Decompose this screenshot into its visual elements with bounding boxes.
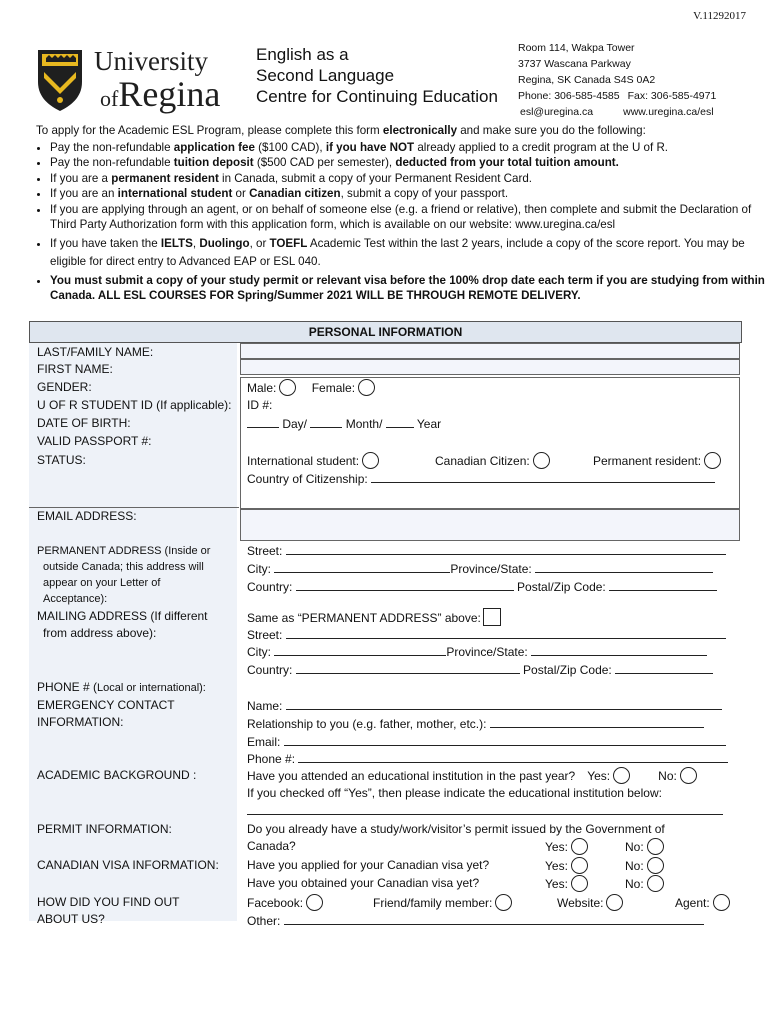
perm-city-field[interactable]: City: Province/State: bbox=[247, 560, 713, 578]
attended-question: Have you attended an educational institution in the past year? Yes: No: bbox=[247, 767, 697, 785]
referral-options: Facebook: Friend/family member: Website: Agent: bbox=[247, 894, 737, 912]
personal-information-form bbox=[29, 321, 742, 928]
department-name: English as a Second Language Centre for Continuing Education bbox=[256, 45, 498, 106]
same-as-field: Same as “PERMANENT ADDRESS” above: bbox=[247, 608, 501, 627]
citizen-radio[interactable] bbox=[533, 452, 550, 469]
resident-radio[interactable] bbox=[704, 452, 721, 469]
status-intl: International student: bbox=[247, 452, 379, 470]
attended-yes-radio[interactable] bbox=[613, 767, 630, 784]
label-how-found: HOW DID YOU FIND OUT ABOUT US? bbox=[37, 895, 180, 926]
international-radio[interactable] bbox=[362, 452, 379, 469]
agent-radio[interactable] bbox=[713, 894, 730, 911]
visa-obtained-no-radio[interactable] bbox=[647, 875, 664, 892]
label-permanent-address: PERMANENT ADDRESS (Inside or outside Canada; this address will appear on your Letter of Acceptance): bbox=[37, 545, 211, 605]
email-input[interactable] bbox=[240, 509, 740, 541]
visa-applied-question: Have you applied for your Canadian visa yet? Yes: No: bbox=[247, 857, 727, 874]
dob-field[interactable]: Day/ Month/ Year bbox=[247, 415, 441, 433]
logo-wordmark-regina: ofRegina bbox=[100, 74, 221, 114]
emergency-phone-field[interactable]: Phone #: bbox=[247, 750, 728, 768]
gender-options: Male: Female: bbox=[247, 379, 375, 397]
visa-applied-no-radio[interactable] bbox=[647, 857, 664, 874]
emergency-email-field[interactable]: Email: bbox=[247, 733, 726, 751]
instruction-item: • If you are an international student or Canadian citizen, submit a copy of your passport. bbox=[50, 186, 766, 202]
contact-city: Regina, SK Canada S4S 0A2 bbox=[518, 74, 656, 86]
label-dob: DATE OF BIRTH: bbox=[37, 416, 131, 430]
instruction-item: • If you have taken the IELTS, Duolingo, or TOEFL Academic Test within the last 2 years, include a copy of the score report. You may be eligible for direct entry to Advanced EAP or ESL 040. bbox=[50, 235, 766, 271]
contact-room: Room 114, Wakpa Tower bbox=[518, 42, 635, 54]
form-version: V.11292017 bbox=[693, 10, 746, 22]
contact-email: esl@uregina.ca bbox=[520, 106, 594, 118]
label-emergency-contact: EMERGENCY CONTACT INFORMATION: bbox=[37, 698, 175, 729]
mail-country-field[interactable]: Country: Postal/Zip Code: bbox=[247, 661, 713, 679]
male-radio[interactable] bbox=[279, 379, 296, 396]
first-name-input[interactable] bbox=[240, 359, 740, 375]
instructions bbox=[36, 123, 766, 304]
contact-phone: Phone: 306-585-4585 bbox=[518, 90, 620, 102]
same-as-checkbox[interactable] bbox=[483, 608, 501, 626]
student-id-field[interactable]: ID #: bbox=[247, 398, 273, 412]
attended-no-radio[interactable] bbox=[680, 767, 697, 784]
visa-applied-yes-radio[interactable] bbox=[571, 857, 588, 874]
mail-street-field[interactable]: Street: bbox=[247, 626, 726, 644]
permit-options: Canada? Yes: No: bbox=[247, 838, 727, 855]
institution-instruction: If you checked off “Yes”, then please indicate the educational institution below: bbox=[247, 786, 662, 800]
permit-no-radio[interactable] bbox=[647, 838, 664, 855]
label-academic-background: ACADEMIC BACKGROUND : bbox=[37, 768, 197, 782]
citizenship-field[interactable]: Country of Citizenship: bbox=[247, 470, 715, 488]
emergency-name-field[interactable]: Name: bbox=[247, 697, 722, 715]
female-radio[interactable] bbox=[358, 379, 375, 396]
instruction-item: • Pay the non-refundable tuition deposit ($500 CAD per semester), deducted from your total tuition amount. bbox=[50, 155, 766, 171]
visa-obtained-question: Have you obtained your Canadian visa yet? Yes: No: bbox=[247, 875, 727, 892]
permit-yes-radio[interactable] bbox=[571, 838, 588, 855]
label-permit: PERMIT INFORMATION: bbox=[37, 822, 172, 836]
instructions-intro: To apply for the Academic ESL Program, please complete this form electronically and make sure you do the following: bbox=[36, 124, 646, 137]
mail-city-field[interactable]: City: Province/State: bbox=[247, 643, 707, 661]
label-phone: PHONE # (Local or international): bbox=[37, 680, 206, 694]
logo-wordmark-university: University bbox=[94, 46, 208, 76]
label-email: EMAIL ADDRESS: bbox=[37, 509, 137, 523]
label-visa: CANADIAN VISA INFORMATION: bbox=[37, 858, 219, 872]
label-last-name: LAST/FAMILY NAME: bbox=[37, 345, 154, 359]
friend-radio[interactable] bbox=[495, 894, 512, 911]
facebook-radio[interactable] bbox=[306, 894, 323, 911]
permit-question: Do you already have a study/work/visitor’s permit issued by the Government of bbox=[247, 822, 665, 836]
crest-icon bbox=[36, 48, 84, 112]
label-first-name: FIRST NAME: bbox=[37, 362, 113, 376]
emergency-relationship-field[interactable]: Relationship to you (e.g. father, mother, etc.): bbox=[247, 715, 704, 733]
contact-street: 3737 Wascana Parkway bbox=[518, 58, 631, 70]
instruction-item: • You must submit a copy of your study permit or relevant visa before the 100% drop date each term if you are studying from within Canada. ALL ESL COURSES FOR Spring/Summer 2021 WILL BE THROUGH REMOTE DELIVERY. bbox=[50, 273, 766, 304]
institution-field[interactable] bbox=[247, 802, 723, 820]
visa-obtained-yes-radio[interactable] bbox=[571, 875, 588, 892]
label-student-id: U OF R STUDENT ID (If applicable): bbox=[37, 398, 232, 412]
contact-website: www.uregina.ca/esl bbox=[623, 106, 714, 118]
label-mailing-address: MAILING ADDRESS (If different from address above): bbox=[37, 609, 208, 640]
perm-country-field[interactable]: Country: Postal/Zip Code: bbox=[247, 578, 717, 596]
contact-block bbox=[518, 40, 716, 120]
other-field[interactable]: Other: bbox=[247, 912, 704, 930]
instruction-item: • If you are applying through an agent, or on behalf of someone else (e.g. a friend or relative), then complete and submit the Declaration of Third Party Authorization form with this application form, which is available on our website: www.uregina.ca/esl bbox=[50, 202, 766, 233]
label-gender: GENDER: bbox=[37, 380, 92, 394]
last-name-input[interactable] bbox=[240, 343, 740, 359]
perm-street-field[interactable]: Street: bbox=[247, 542, 726, 560]
label-passport: VALID PASSPORT #: bbox=[37, 434, 152, 448]
label-status: STATUS: bbox=[37, 453, 86, 467]
instruction-item: • Pay the non-refundable application fee ($100 CAD), if you have NOT already applied to a credit program at the U of R. bbox=[50, 140, 766, 156]
instruction-item: • If you are a permanent resident in Canada, submit a copy of your Permanent Resident Card. bbox=[50, 171, 766, 187]
status-citizen: Canadian Citizen: bbox=[435, 452, 550, 470]
status-resident: Permanent resident: bbox=[593, 452, 721, 470]
section-title: PERSONAL INFORMATION bbox=[29, 321, 742, 343]
contact-fax: Fax: 306-585-4971 bbox=[627, 90, 717, 102]
university-logo bbox=[36, 46, 226, 114]
website-radio[interactable] bbox=[606, 894, 623, 911]
